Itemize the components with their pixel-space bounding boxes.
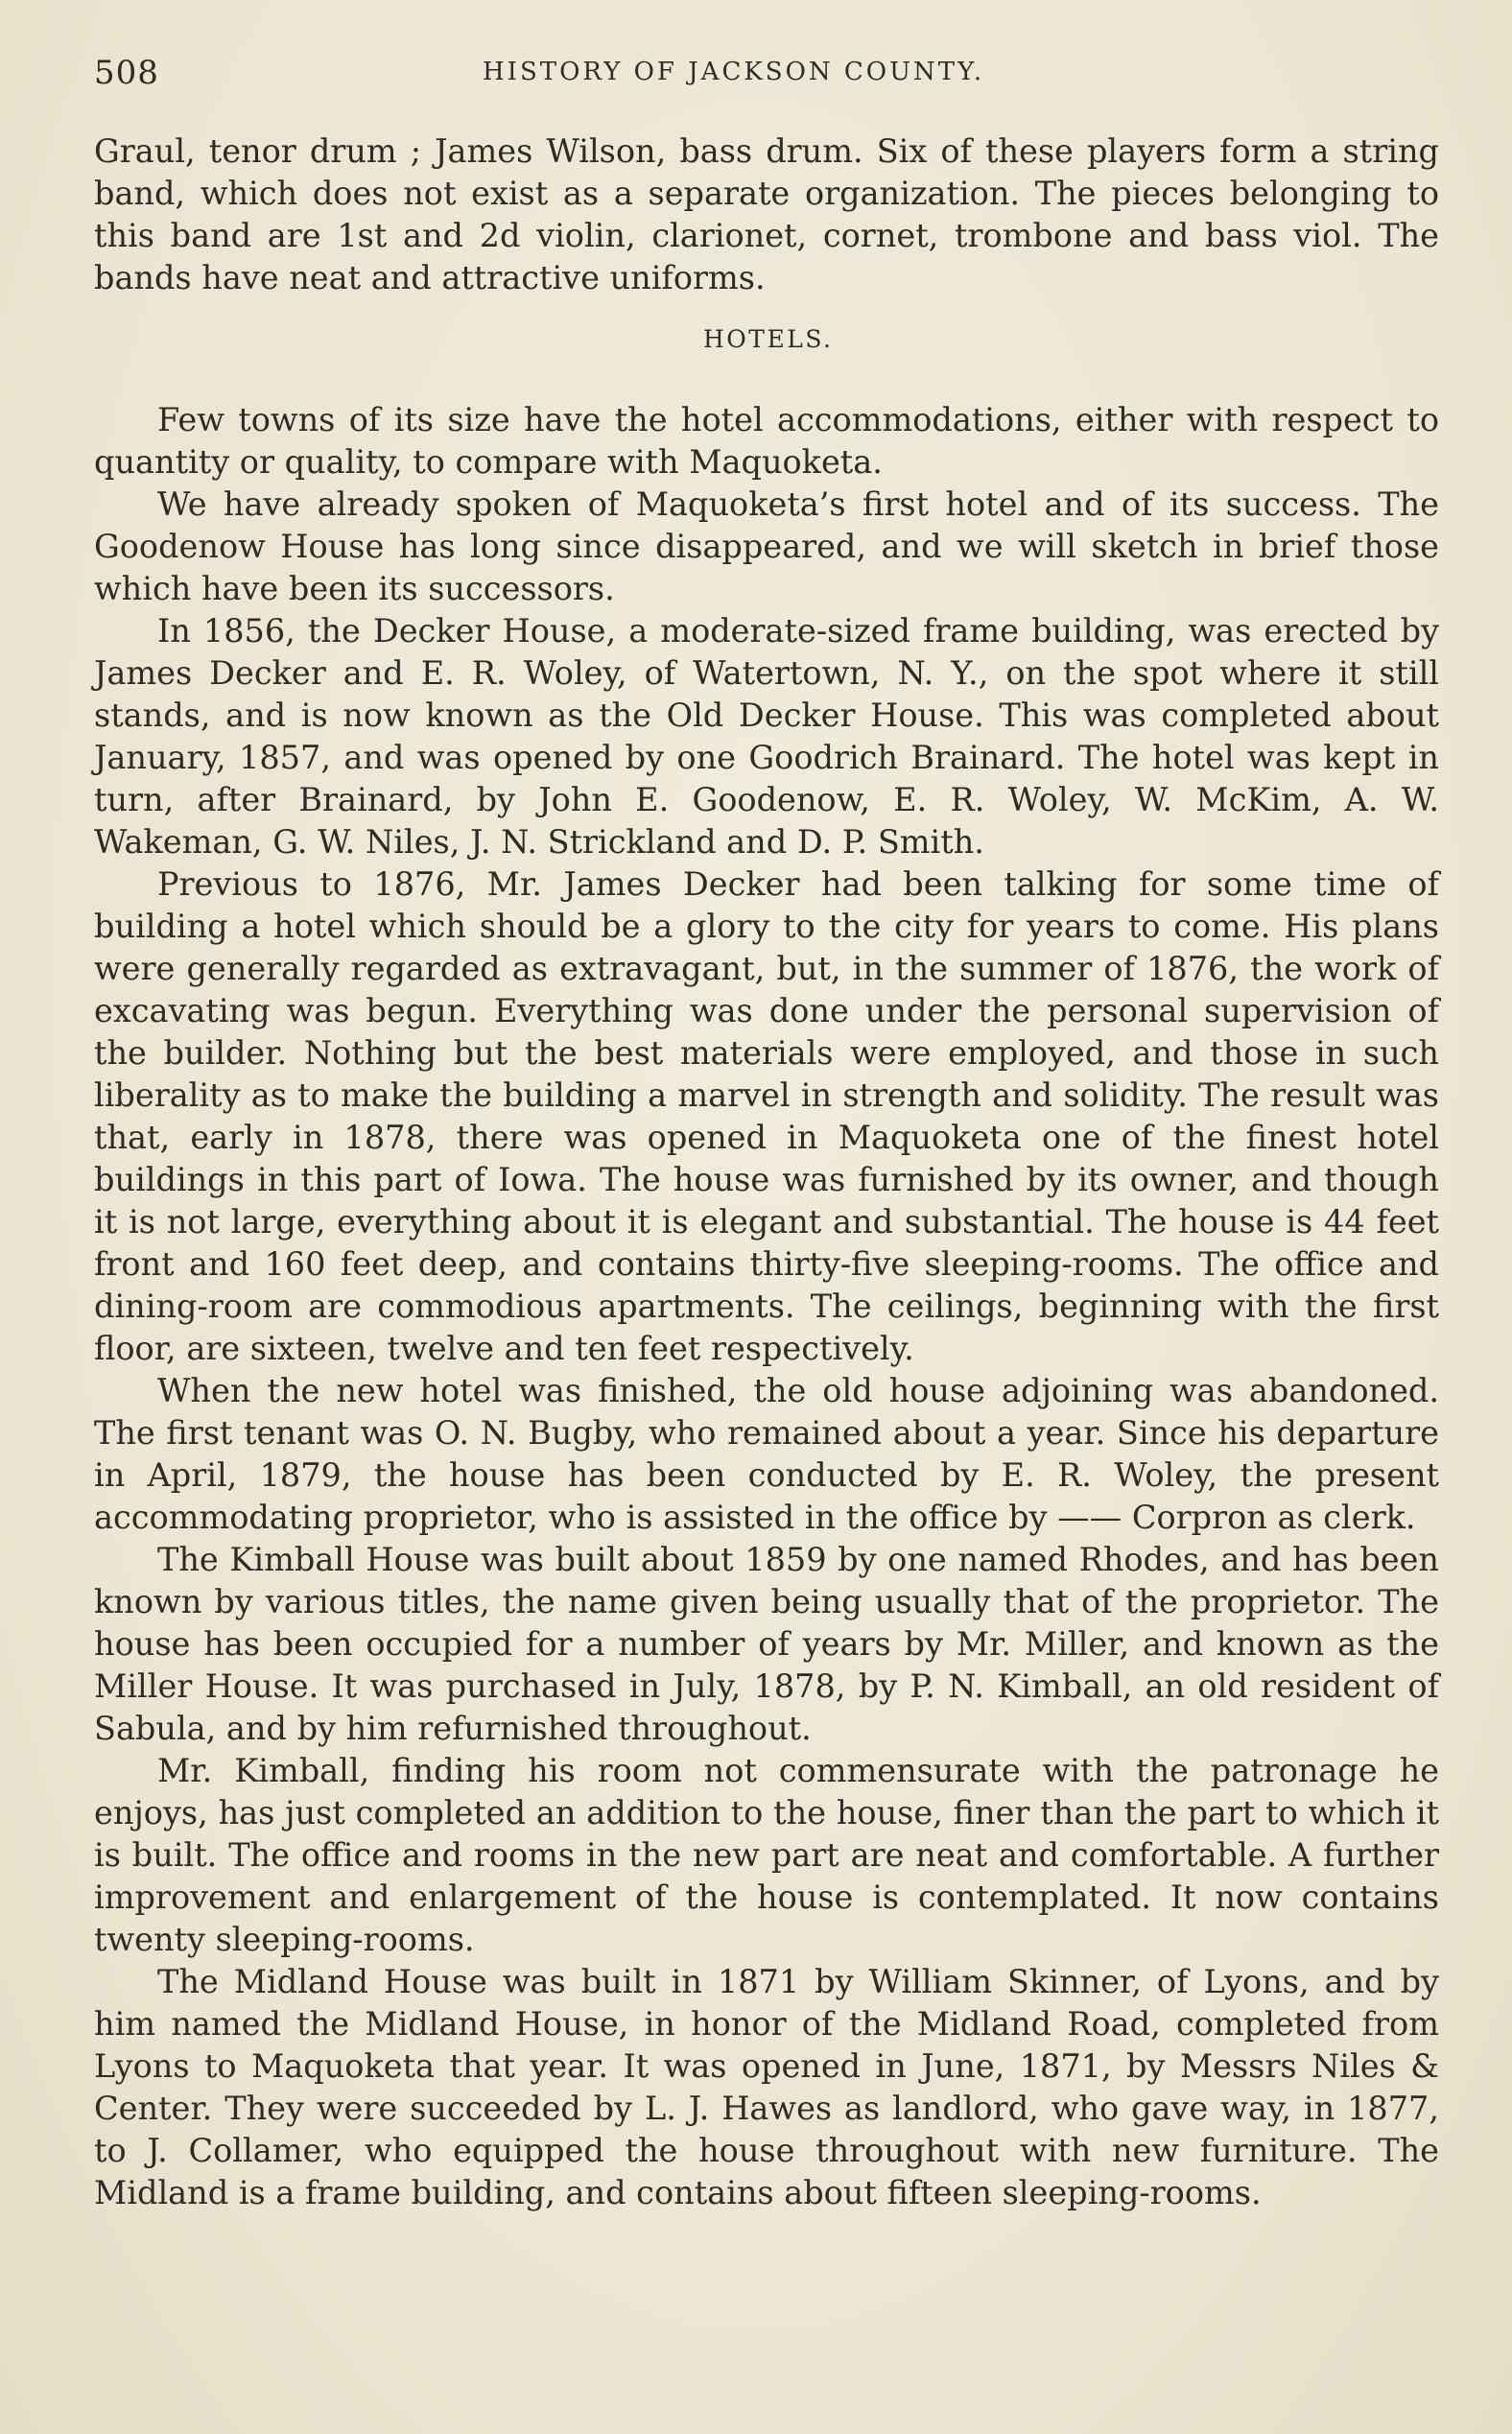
paragraph-new-hotel: Previous to 1876, Mr. James Decker had been talking for some time of building a hotel which should be a glory to the city for years to come. His plans were generally regarded as extravagant, but, in the summer of 1876, the work of excavating was begun. Everything was done under the personal supervision of the builder. Nothing but the best materials were employed, and those in such liberality as to make the building a marvel in strength and solidity. The result was that, early in 1878, there was opened in Maquoketa one of the finest hotel buildings in this part of Iowa. The house was furnished by its owner, and though it is not large, everything about it is elegant and substantial. The house is 44 feet front and 160 feet deep, and contains thirty-five sleeping-rooms. The office and dining-room are commodious apartments. The ceilings, beginning with the first floor, are sixteen, twelve and ten feet respectively.: [94, 865, 1439, 1367]
paragraph-midland-house: The Midland House was built in 1871 by William Skinner, of Lyons, and by him named the Midland House, in honor of the Midland Road, completed from Lyons to Maquoketa that year. It was opened in June, 1871, by Messrs Niles & Center. They were succeeded by L. J. Hawes as landlord, who gave way, in 1877, to J. Collamer, who equipped the house throughout with new furniture. The Midland is a frame building, and contains about fifteen sleeping-rooms.: [94, 1963, 1439, 2211]
section-heading: HOTELS.: [703, 325, 834, 353]
paragraph-goodenow-house: We have already spoken of Maquoketa’s first hotel and of its success. The Goodenow House has long since disappeared, and we will sketch in brief those which have been its successors.: [94, 485, 1439, 607]
page-header: [94, 54, 1437, 92]
body-text: [94, 130, 1439, 2214]
continuation-paragraph: Graul, tenor drum ; James Wilson, bass drum. Six of these players form a string band, which does not exist as a separate organization. The pieces belonging to this band are 1st and 2d violin, clarionet, cornet, trombone and bass viol. The bands have neat and attractive uniforms.: [94, 132, 1439, 296]
paragraph-decker-house: In 1856, the Decker House, a moderate-sized frame building, was erected by James Decker and E. R. Woley, of Watertown, N. Y., on the spot where it still stands, and is now known as the Old Decker House. This was completed about January, 1857, and was opened by one Goodrich Brainard. The hotel was kept in turn, after Brainard, by John E. Goodenow, E. R. Woley, W. McKim, A. W. Wakeman, G. W. Niles, J. N. Strickland and D. P. Smith.: [94, 612, 1439, 861]
paragraph-intro: Few towns of its size have the hotel accommodations, either with respect to quantity or quality, to compare with Maquoketa.: [94, 401, 1439, 481]
paragraph-kimball-addition: Mr. Kimball, finding his room not commensurate with the patronage he enjoys, has just completed an addition to the house, finer than the part to which it is built. The office and rooms in the new part are neat and comfortable. A further improvement and enlargement of the house is contemplated. It now contains twenty sleeping-rooms.: [94, 1752, 1439, 1958]
running-title: HISTORY OF JACKSON COUNTY.: [483, 58, 985, 86]
page-number: 508: [94, 54, 159, 92]
paragraph-kimball-house: The Kimball House was built about 1859 by one named Rhodes, and has been known by various titles, the name given being usually that of the proprietor. The house has been occupied for a number of years by Mr. Miller, and known as the Miller House. It was purchased in July, 1878, by P. N. Kimball, an old resident of Sabula, and by him refurnished throughout.: [94, 1541, 1439, 1747]
paragraph-tenants: When the new hotel was finished, the old house adjoining was abandoned. The first tenant was O. N. Bugby, who remained about a year. Since his departure in April, 1879, the house has been conducted by E. R. Woley, the present accommodating proprietor, who is assisted in the office by —— Corpron as clerk.: [94, 1372, 1439, 1536]
